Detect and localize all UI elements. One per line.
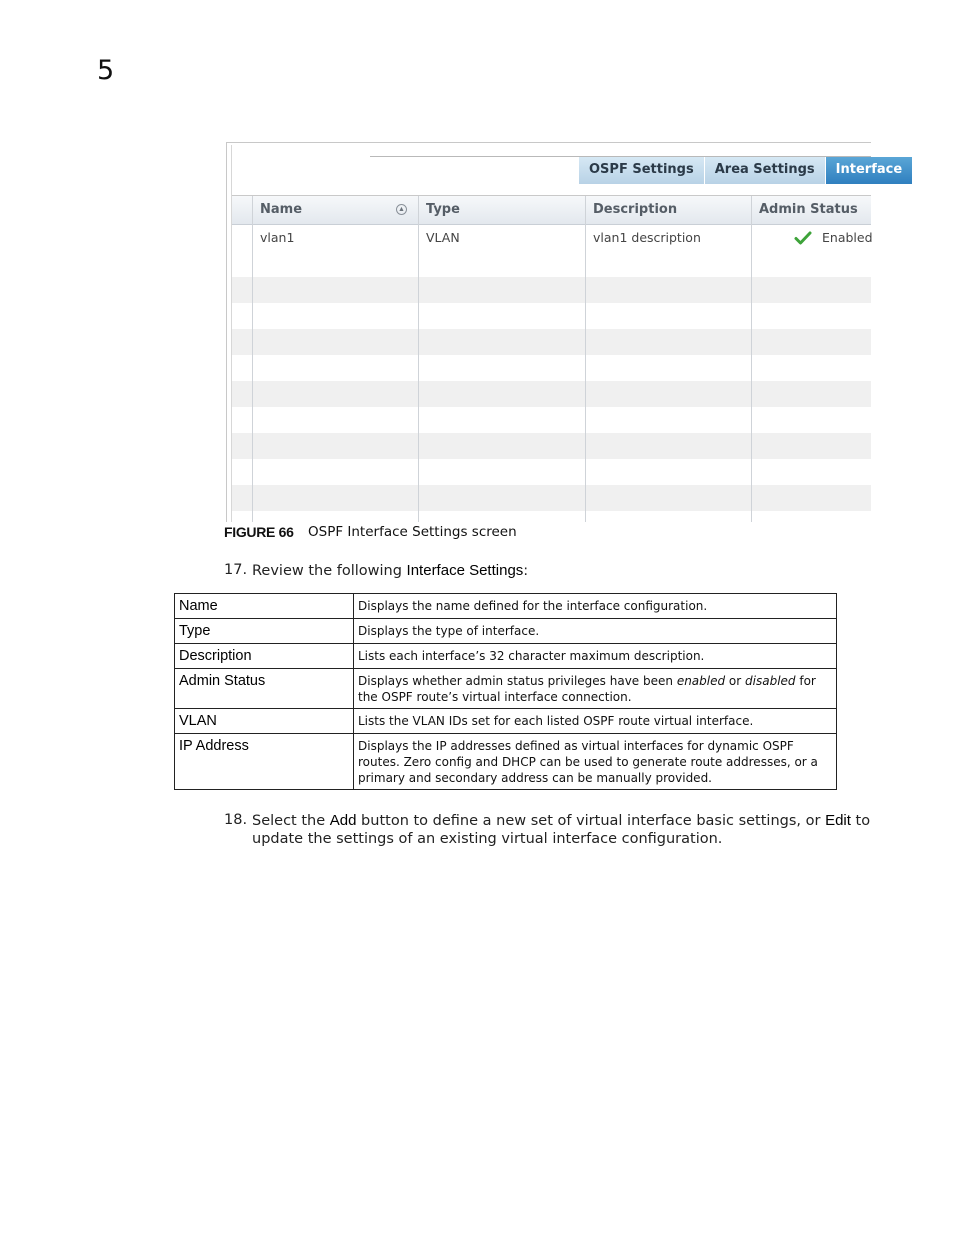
description-cell bbox=[354, 669, 837, 709]
step-bold-term: Add bbox=[329, 812, 357, 829]
sort-ascending-icon[interactable]: ▲ bbox=[396, 204, 407, 215]
column-header-type[interactable]: Type bbox=[426, 202, 460, 217]
table-row bbox=[175, 734, 837, 790]
cell-description: vlan1 description bbox=[593, 230, 701, 245]
figure-caption bbox=[224, 524, 517, 540]
desc-emphasis: enabled bbox=[676, 674, 726, 688]
step-text bbox=[252, 812, 872, 848]
check-icon bbox=[795, 231, 811, 245]
empty-row bbox=[232, 329, 871, 355]
table-row bbox=[175, 669, 837, 709]
tab-ospf-settings[interactable]: OSPF Settings bbox=[579, 157, 705, 184]
empty-row bbox=[232, 355, 871, 381]
column-header-admin-status[interactable]: Admin Status bbox=[759, 202, 858, 217]
description-cell: Lists the VLAN IDs set for each listed OSPF route virtual interface. bbox=[354, 709, 837, 734]
cell-type: VLAN bbox=[426, 230, 460, 245]
step-bold-term: Interface Settings bbox=[406, 562, 524, 579]
interface-settings-table bbox=[174, 593, 837, 790]
term-cell: Type bbox=[175, 619, 354, 644]
grid-header bbox=[232, 196, 871, 225]
description-cell: Displays the IP addresses defined as virtual interfaces for dynamic OSPF routes. Zero config and DHCP can be used to generate route addresses, or a primary and secondary address can be manually provided. bbox=[354, 734, 837, 790]
term-cell: VLAN bbox=[175, 709, 354, 734]
table-row bbox=[175, 709, 837, 734]
desc-text: Displays whether admin status privileges have been bbox=[358, 674, 677, 688]
empty-row bbox=[232, 381, 871, 407]
desc-text: or bbox=[725, 674, 746, 688]
column-divider bbox=[585, 196, 586, 522]
step-number: 17. bbox=[224, 562, 248, 578]
term-cell: Admin Status bbox=[175, 669, 354, 709]
empty-row bbox=[232, 303, 871, 329]
column-header-name[interactable]: Name bbox=[260, 202, 303, 217]
description-cell: Displays the type of interface. bbox=[354, 619, 837, 644]
step-text-part: Select the bbox=[252, 813, 330, 829]
figure-title: OSPF Interface Settings screen bbox=[308, 524, 517, 540]
table-row[interactable] bbox=[232, 225, 871, 251]
step-text bbox=[252, 562, 872, 580]
column-divider bbox=[751, 196, 752, 522]
step-number: 18. bbox=[224, 812, 248, 828]
table-row bbox=[175, 644, 837, 669]
column-divider bbox=[418, 196, 419, 522]
column-divider bbox=[252, 196, 253, 522]
step-text-part: Review the following bbox=[252, 563, 407, 579]
empty-row bbox=[232, 251, 871, 277]
column-header-description[interactable]: Description bbox=[593, 202, 678, 217]
step-text-part: : bbox=[523, 563, 529, 579]
desc-emphasis: disabled bbox=[745, 674, 796, 688]
table-row bbox=[175, 594, 837, 619]
step-bold-term: Edit bbox=[825, 812, 851, 829]
empty-row bbox=[232, 277, 871, 303]
tab-bar bbox=[579, 157, 913, 184]
chapter-number: 5 bbox=[97, 55, 115, 86]
empty-row bbox=[232, 433, 871, 459]
term-cell: Name bbox=[175, 594, 354, 619]
step-text-part: button to define a new set of virtual interface basic settings, or bbox=[356, 813, 826, 829]
interface-grid bbox=[232, 195, 871, 522]
cell-name: vlan1 bbox=[260, 230, 295, 245]
empty-row bbox=[232, 407, 871, 433]
empty-row bbox=[232, 459, 871, 485]
cell-admin-status: Enabled bbox=[822, 230, 873, 245]
term-cell: IP Address bbox=[175, 734, 354, 790]
description-cell: Lists each interface’s 32 character maximum description. bbox=[354, 644, 837, 669]
desc-text: for the OSPF route’s virtual interface connection. bbox=[358, 674, 816, 704]
step-text-part: to update the settings of an existing virtual interface configuration. bbox=[252, 813, 871, 847]
table-row bbox=[175, 619, 837, 644]
ospf-interface-screenshot bbox=[226, 142, 903, 522]
description-cell: Displays the name defined for the interface configuration. bbox=[354, 594, 837, 619]
tab-area-settings[interactable]: Area Settings bbox=[705, 157, 826, 184]
empty-row bbox=[232, 485, 871, 511]
tab-interface[interactable]: Interface bbox=[826, 157, 914, 184]
term-cell: Description bbox=[175, 644, 354, 669]
figure-label: FIGURE 66 bbox=[224, 524, 294, 540]
